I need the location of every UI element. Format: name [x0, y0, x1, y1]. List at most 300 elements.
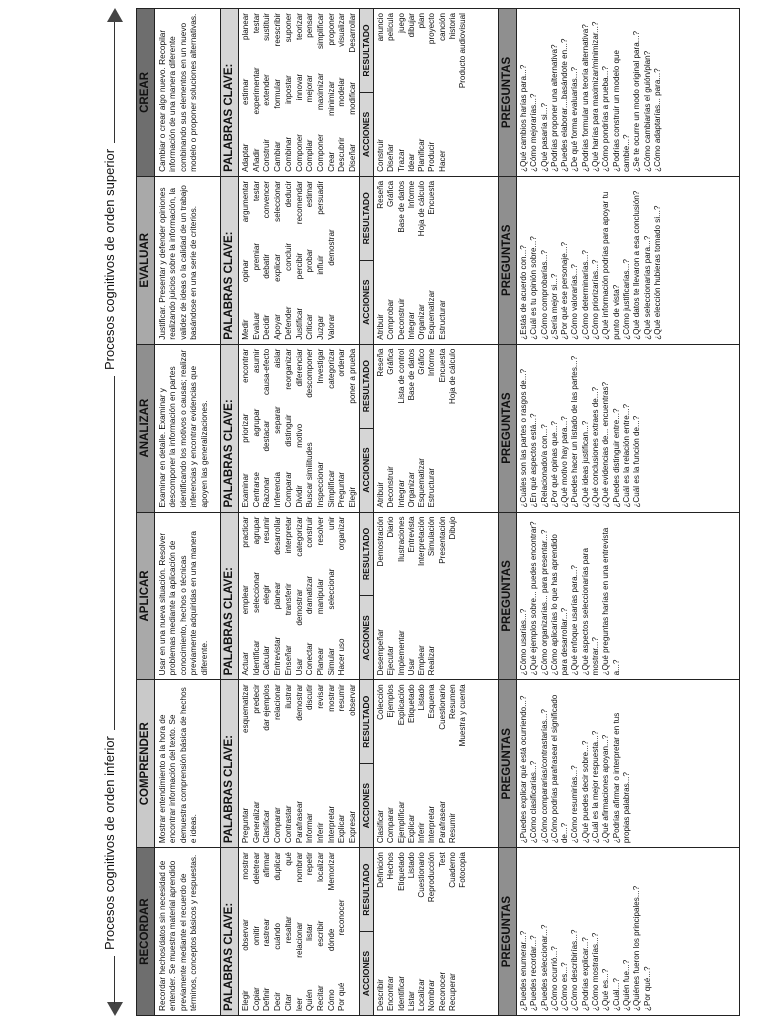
actions-results-heading: [359, 848, 374, 1015]
keyword: demostrar: [326, 229, 336, 266]
keyword-row: [295, 13, 306, 172]
question-item: ¿Cómo ocurrió...?: [549, 946, 559, 1011]
actions-results: [374, 513, 498, 680]
column-title: EVALUAR: [137, 177, 154, 344]
keyword: Dividir: [294, 485, 304, 508]
keyword: Hacer uso: [337, 638, 347, 676]
keyword: predecir: [251, 684, 261, 714]
result-item: Simulación: [427, 516, 437, 557]
keyword: estimar: [241, 78, 250, 106]
question-item: ¿Quiénes fueron los principales...?: [632, 885, 642, 1011]
keyword: cuándo: [273, 923, 283, 950]
keyword: observar: [348, 684, 358, 716]
action-item: Organizar: [417, 304, 427, 340]
keyword: testar: [251, 180, 261, 202]
action-item: Deconstruir: [396, 298, 406, 340]
keyword: innovar: [294, 73, 304, 101]
question-item: ¿Cómo mostrarías...?: [591, 932, 601, 1011]
keyword: Quién: [305, 989, 315, 1011]
questions-heading: PREGUNTAS: [498, 177, 517, 344]
actions-results: [374, 177, 498, 344]
keyword: demostrar: [294, 684, 304, 721]
question-item: ¿Cómo compararías/contrastarías...?: [539, 709, 549, 844]
keyword-row: [273, 349, 284, 508]
keyword: convencer: [262, 180, 272, 219]
results-list: [374, 513, 498, 596]
keyword: suponer: [283, 13, 293, 43]
keyword: Desarrollar: [348, 13, 358, 53]
keyword: Inspeccionar: [315, 461, 325, 508]
action-item: Ejemplificar: [396, 801, 406, 844]
question-item: ¿Estás de acuerdo con...?: [519, 245, 528, 340]
question-item: ¿Quién fue...?: [621, 959, 631, 1011]
keyword: afirmar: [262, 852, 272, 878]
action-item: Describir: [376, 979, 385, 1011]
keyword: mostrar: [326, 684, 336, 712]
keyword: Añadir: [251, 148, 261, 172]
question-item: ¿Qué motivo hay para...?: [560, 416, 570, 508]
actions-list: [374, 932, 498, 1015]
keyword: Simplificar: [326, 470, 336, 508]
keyword: deletrear: [251, 852, 261, 885]
keyword-row: [252, 349, 263, 508]
keyword: inpostar: [283, 75, 293, 104]
column-title: ANALIZAR: [137, 345, 154, 512]
question-item: ¿Cómo podrías parafrasear el significado de...?: [549, 694, 570, 844]
result-item: Test: [437, 852, 447, 867]
result-item: Entrevista: [406, 516, 416, 553]
keyword-row: [348, 684, 359, 843]
keyword: ordenar: [337, 348, 347, 377]
keyword: Medir: [241, 319, 250, 340]
keyword-row: [295, 349, 306, 508]
keyword-row: [241, 349, 252, 508]
keywords-heading: PALABRAS CLAVE:: [220, 177, 239, 344]
keyword-row: [241, 13, 252, 172]
keyword: resumir: [262, 516, 272, 544]
lower-order-label: Procesos cognitivos de orden inferior: [102, 730, 117, 956]
keyword: Adaptar: [241, 143, 250, 172]
keyword: Por qué: [337, 982, 347, 1011]
keyword: Calcular: [262, 645, 272, 676]
keyword: Valorar: [326, 314, 336, 340]
result-item: Gráfica: [386, 348, 396, 375]
action-item: Estructurar: [427, 467, 437, 508]
keyword: motivo: [294, 423, 304, 448]
actions-heading: ACCIONES: [361, 447, 371, 493]
keyword: Razonar: [262, 476, 272, 508]
keyword: Actuar: [241, 651, 250, 676]
result-item: dibujar: [406, 13, 416, 38]
keyword-row: [241, 181, 252, 340]
result-item: Encuesta: [427, 180, 437, 215]
keyword: nombrar: [294, 852, 304, 883]
keyword: Inferencia: [273, 471, 283, 508]
question-item: ¿Qué afirmaciones apoyan...?: [601, 734, 611, 844]
keyword: Memorizar: [326, 852, 336, 891]
actions-heading: ACCIONES: [361, 950, 371, 997]
keywords-list: [239, 9, 359, 176]
result-item: Etiquetado: [406, 684, 416, 724]
keyword: Generalizar: [251, 801, 261, 844]
result-item: Explicación: [396, 684, 406, 726]
keyword: Enseñar: [283, 645, 293, 676]
action-item: Realizar: [427, 645, 437, 676]
question-item: ¿Cómo priorizarías...?: [591, 259, 601, 340]
action-item: Organizar: [406, 471, 416, 508]
keyword-row: [284, 517, 295, 676]
keyword: Evaluar: [251, 312, 261, 340]
keyword: Contrastar: [283, 805, 293, 844]
keyword: demostrar: [294, 589, 304, 626]
keyword-row: [327, 684, 338, 843]
result-item: historia: [448, 13, 458, 40]
keyword-row: [337, 517, 348, 676]
keyword: causa-efecto: [262, 348, 272, 396]
keyword-row: [295, 852, 306, 1011]
keyword: unir: [326, 516, 336, 531]
keyword: Usar: [294, 658, 304, 676]
keyword: visualizar: [337, 13, 347, 47]
action-item: Deconstruir: [386, 466, 396, 508]
column-description: Examinar en detalle. Examinar y descomponer la información en partes identificando los motivos o causas; realizar inferencias y encontrar evidencias que apoyen las generalizaciones.: [154, 345, 220, 512]
keyword: debatir: [262, 253, 272, 279]
results-list: [374, 177, 498, 260]
keyword: Recitar: [315, 985, 325, 1011]
keyword-row: [252, 181, 263, 340]
keyword-row: [337, 684, 348, 843]
question-item: ¿De qué forma evaluarías...?: [570, 67, 580, 172]
column-description: Mostrar entendimiento a la hora de encontrar información del texto. Se demuestra comprensión básica de hechos e ideas.: [154, 680, 220, 847]
result-item: proyecto: [427, 13, 437, 45]
actions-list: [374, 260, 498, 343]
action-item: Identificar: [396, 975, 406, 1011]
question-item: ¿Cuál es la función de...?: [632, 415, 642, 508]
actions-results-heading: [359, 680, 374, 847]
action-item: Listar: [406, 991, 416, 1011]
results-list: [374, 9, 498, 92]
actions-results: [374, 848, 498, 1015]
action-item: Integrar: [396, 479, 406, 508]
keyword: relacionar: [273, 684, 283, 720]
actions-list: [374, 428, 498, 511]
question-item: ¿Cuál es tu opinión sobre...?: [529, 236, 539, 340]
keyword: diferenciar: [294, 348, 304, 387]
keyword: percibir: [294, 252, 304, 280]
action-item: Estructurar: [437, 300, 447, 340]
question-item: ¿Se te ocurre un modo original para...?: [632, 31, 642, 172]
keyword: dónde: [326, 928, 336, 952]
actions-results-heading: [359, 513, 374, 680]
bloom-taxonomy-table: [96, 8, 744, 1016]
keyword-row: [273, 517, 284, 676]
actions-results: [374, 680, 498, 847]
keyword-row: [284, 349, 295, 508]
actions-results-heading: [359, 345, 374, 512]
keyword-row: [348, 13, 359, 172]
keyword: Centrarse: [251, 471, 261, 508]
keyword: Decir: [273, 992, 283, 1011]
keyword: aislar: [273, 348, 283, 369]
result-item: Hoja de cálculo: [448, 348, 458, 405]
keyword-row: [273, 852, 284, 1011]
keyword: Examinar: [241, 473, 250, 508]
result-item: Cuestionario: [417, 852, 427, 898]
keywords-heading: PALABRAS CLAVE:: [220, 513, 239, 680]
result-item: Diario: [386, 516, 396, 538]
keyword: esquematizar: [241, 684, 250, 733]
keyword: resolver: [315, 516, 325, 546]
keyword: Informar: [305, 813, 315, 844]
result-item: película: [386, 13, 396, 41]
keywords-list: [239, 177, 359, 344]
keyword: Componer: [294, 134, 304, 172]
action-item: Ejecutar: [386, 645, 396, 676]
keyword-row: [295, 684, 306, 843]
action-item: Usar: [406, 658, 416, 676]
action-item: Recuperar: [448, 973, 458, 1011]
results-heading: RESULTADO: [360, 345, 373, 429]
question-item: ¿Qué enfoque usarías para...?: [570, 565, 580, 676]
result-item: Base de datos: [406, 348, 416, 401]
column-title: CREAR: [137, 9, 154, 176]
actions-heading: ACCIONES: [361, 111, 371, 158]
keyword: Inferir: [315, 822, 325, 844]
keyword-row: [348, 349, 359, 508]
keyword: qué: [283, 852, 293, 866]
question-item: ¿Relacionado/a con...?: [539, 424, 549, 508]
keyword: sustituir: [262, 13, 272, 41]
keyword: dar ejemplos: [262, 684, 272, 731]
keyword: priorizar: [241, 413, 250, 443]
keyword-row: [305, 852, 316, 1011]
column-title: APLICAR: [137, 513, 154, 680]
action-item: Nombrar: [427, 979, 437, 1011]
result-item: juego: [396, 13, 406, 33]
column-comprender: [137, 679, 739, 847]
question-item: ¿Qué datos te llevaron a esa conclusión?: [632, 190, 642, 340]
action-item: Inferir: [417, 822, 427, 844]
question-item: ¿Cómo aplicarías lo que has aprendido para desarrollar...?: [549, 534, 570, 676]
questions-list: [517, 513, 739, 680]
result-item: Dibujo: [448, 516, 458, 540]
keyword: localizar: [315, 852, 325, 882]
question-item: ¿Cómo adaptarías... para...?: [652, 68, 662, 172]
keyword: Diseñar: [348, 143, 358, 172]
question-item: ¿Puedes distinguir entre...?: [611, 408, 621, 508]
result-item: Ejemplos: [386, 684, 396, 718]
questions-heading: PREGUNTAS: [498, 680, 517, 847]
keyword: Citar: [283, 993, 293, 1011]
keyword: Expresar: [348, 810, 358, 844]
column-recordar: [137, 847, 739, 1015]
keyword-row: [337, 349, 348, 508]
action-item: Comprobar: [386, 299, 396, 340]
keyword-row: [295, 181, 306, 340]
column-description: Recordar hechos/datos sin necesidad de entender. Se muestra material aprendido previamente mediante el recuerdo de términos, conceptos básicos y respuestas.: [154, 848, 220, 1015]
result-item: Base de datos: [396, 180, 406, 233]
action-item: Diseñar: [386, 143, 396, 172]
keyword: teorizar: [294, 13, 304, 41]
result-item: Hechos: [386, 852, 396, 880]
questions-list: [517, 177, 739, 344]
keyword-row: [262, 684, 273, 843]
question-item: ¿Qué preguntas harías en una entrevista a...?: [601, 527, 621, 676]
question-item: ¿Cómo cambiarías el guión/plan?: [642, 50, 652, 172]
keyword-row: [252, 517, 263, 676]
actions-list: [374, 596, 498, 679]
keyword: categorizar: [294, 516, 304, 557]
question-item: ¿Cómo organizarías... para presentar...?: [539, 529, 549, 676]
keyword-row: [273, 13, 284, 172]
question-item: ¿Cómo es...?: [560, 962, 570, 1011]
keyword-row: [316, 684, 327, 843]
arrow-right-icon: [107, 8, 123, 22]
column-analizar: [137, 344, 739, 512]
keywords-heading: PALABRAS CLAVE:: [220, 345, 239, 512]
keyword: argumentar: [241, 180, 250, 223]
keyword: Preguntar: [241, 807, 250, 844]
keyword: reconocer: [337, 899, 347, 936]
keyword: Preguntar: [337, 471, 347, 508]
result-item: Cuestionario: [437, 684, 447, 730]
keywords-heading: PALABRAS CLAVE:: [220, 9, 239, 176]
keyword: Investigar: [315, 348, 325, 384]
columns-grid: [136, 8, 740, 1016]
keyword-row: [316, 349, 327, 508]
keyword: Compilar: [305, 139, 315, 172]
question-item: ¿Cómo mejorarías...?: [529, 93, 539, 172]
keyword: Planear: [315, 647, 325, 676]
keyword: discutir: [305, 684, 315, 710]
column-evaluar: [137, 176, 739, 344]
action-item: Implementar: [396, 630, 406, 676]
keyword-row: [262, 852, 273, 1011]
question-item: ¿En qué aspectos está...?: [529, 413, 539, 508]
question-item: ¿Qué elección hubieras tomado si...?: [652, 205, 662, 340]
question-item: ¿Cómo resumirías...?: [570, 765, 580, 844]
result-item: Muestra y cuenta: [458, 684, 468, 747]
question-item: ¿Qué aspectos seleccionarías para mostrar...?: [580, 548, 601, 676]
result-item: Listado: [406, 852, 416, 879]
result-item: Reproducción: [427, 852, 437, 903]
keyword: Crear: [326, 151, 336, 172]
column-crear: [137, 9, 739, 176]
keyword: organizar: [337, 516, 347, 551]
questions-list: [517, 848, 739, 1015]
keyword: distinguir: [283, 414, 293, 447]
keyword-row: [295, 517, 306, 676]
question-item: ¿Puedes hacer un listado de las partes...?: [570, 355, 580, 508]
result-item: Lista de control: [396, 348, 406, 404]
question-item: ¿Podrías explicar...?: [580, 937, 590, 1011]
keyword-row: [262, 181, 273, 340]
results-list: [374, 848, 498, 931]
keyword-row: [284, 13, 295, 172]
actions-heading: ACCIONES: [361, 279, 371, 325]
column-title: RECORDAR: [137, 848, 154, 1015]
result-item: canción: [437, 13, 447, 41]
keyword-row: [305, 349, 316, 508]
keyword: explicar: [273, 253, 283, 282]
keywords-list: [239, 513, 359, 680]
question-item: ¿Cómo usarías...?: [519, 608, 528, 676]
keyword: planear: [273, 582, 283, 610]
keyword: Descubrir: [337, 137, 347, 172]
results-heading: RESULTADO: [360, 680, 373, 764]
keyword: listar: [305, 923, 315, 941]
keyword-row: [305, 517, 316, 676]
keyword: Simular: [326, 647, 336, 676]
question-item: ¿Qué ideas justifican...?: [580, 420, 590, 508]
action-item: Trazar: [396, 148, 406, 172]
keyword: rastrear: [262, 918, 272, 947]
result-item: Esquema: [427, 684, 437, 719]
action-item: Esquematizar: [417, 458, 427, 508]
keyword-row: [273, 684, 284, 843]
result-item: Etiquetado: [396, 852, 406, 891]
keyword-row: [327, 13, 338, 172]
keyword-row: [262, 517, 273, 676]
keyword: revisar: [315, 684, 325, 709]
keyword: Definir: [262, 987, 272, 1011]
keyword-row: [327, 852, 338, 1011]
question-item: ¿Qué evidencias de... encuentras?: [601, 381, 611, 508]
keyword-row: [273, 181, 284, 340]
result-item: Ilustraciones: [396, 516, 406, 562]
keyword: opinar: [241, 259, 250, 283]
keyword: planear: [241, 13, 250, 41]
keyword: asumir: [251, 348, 261, 373]
keyword: escribir: [315, 920, 325, 947]
results-heading: RESULTADO: [360, 9, 373, 93]
question-item: ¿Puedes elaborar....basándote en...?: [560, 38, 570, 172]
keyword-row: [305, 684, 316, 843]
keyword: agrupar: [251, 516, 261, 545]
keyword: Apoyar: [273, 314, 283, 340]
keywords-heading: PALABRAS CLAVE:: [220, 680, 239, 847]
result-item: Resumen: [448, 684, 458, 719]
actions-results-heading: [359, 9, 374, 176]
question-item: ¿Qué información podrías para apoyar tu punto de vista?: [601, 191, 621, 340]
keyword: Juzgar: [315, 315, 325, 340]
questions-heading: PREGUNTAS: [498, 345, 517, 512]
actions-heading: ACCIONES: [361, 615, 371, 661]
action-item: Encontrar: [386, 975, 396, 1011]
keyword-row: [262, 349, 273, 508]
question-item: ¿Qué cambios harías para...?: [519, 64, 528, 172]
questions-heading: PREGUNTAS: [498, 513, 517, 680]
keyword-row: [252, 684, 263, 843]
result-item: plan: [417, 13, 427, 29]
keyword: Elegir: [348, 486, 358, 508]
keyword: Explicar: [337, 814, 347, 844]
questions-list: [517, 680, 739, 847]
question-item: ¿Qué ejemplos sobre... puedes encontrar?: [529, 521, 539, 676]
keyword: repetir: [305, 852, 315, 876]
keyword: extender: [262, 74, 272, 106]
action-item: Esquematizar: [427, 290, 437, 340]
keyword-row: [241, 517, 252, 676]
keywords-list: [239, 680, 359, 847]
keyword-row: [316, 13, 327, 172]
action-item: Desempeñar: [376, 629, 385, 676]
result-item: Hoja de cálculo: [417, 180, 427, 237]
keyword: descomponer: [305, 348, 315, 398]
keyword: minimizar: [326, 81, 336, 116]
action-item: Atribuir: [376, 481, 385, 508]
action-item: Explicar: [406, 814, 416, 844]
